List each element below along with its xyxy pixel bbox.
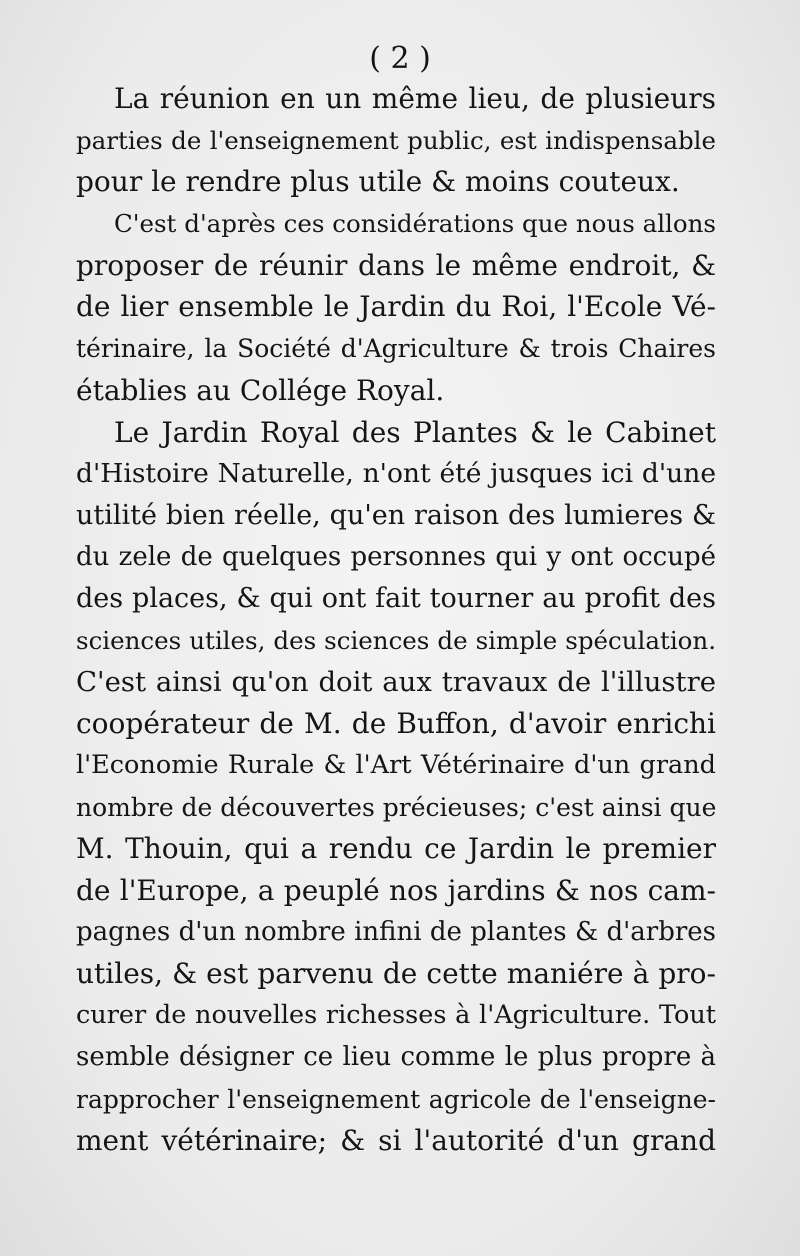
text-line: rapprocher l'enseignement agricole de l'enseigne- <box>76 1084 716 1114</box>
text-line: du zele de quelques personnes qui y ont occupé <box>76 541 716 572</box>
paragraph <box>76 78 716 203</box>
paragraph <box>76 412 716 1162</box>
paragraph <box>76 203 716 411</box>
text-line: de lier ensemble le Jardin du Roi, l'Ecole Vé- <box>76 290 716 324</box>
text-line: C'est d'après ces considérations que nous allons <box>114 209 716 239</box>
text-line: coopérateur de M. de Buffon, d'avoir enrichi <box>76 707 716 741</box>
text-line: sciences utiles, des sciences de simple spéculation. <box>76 625 716 655</box>
text-line: M. Thouin, qui a rendu ce Jardin le premier <box>76 832 716 866</box>
text-line: curer de nouvelles richesses à l'Agriculture. Tout <box>76 1000 716 1031</box>
text-line: des places, & qui ont fait tourner au profit des <box>76 583 716 615</box>
text-line: semble désigner ce lieu comme le plus propre à <box>76 1041 716 1072</box>
text-line: nombre de découvertes précieuses; c'est ainsi que <box>76 792 717 822</box>
text-line: établies au Collége Royal. <box>76 373 445 407</box>
text-line: Le Jardin Royal des Plantes & le Cabinet <box>114 415 716 449</box>
text-line: proposer de réunir dans le même endroit, & <box>76 248 716 282</box>
text-line: l'Economie Rurale & l'Art Vétérinaire d'un grand <box>76 750 716 780</box>
body-text <box>76 78 716 1162</box>
text-line: térinaire, la Société d'Agriculture & trois Chaires <box>76 334 716 364</box>
text-line: parties de l'enseignement public, est indispensable <box>76 125 716 155</box>
text-line: pour le rendre plus utile & moins couteux. <box>76 165 680 199</box>
text-line: C'est ainsi qu'on doit aux travaux de l'illustre <box>76 665 716 698</box>
text-line: d'Histoire Naturelle, n'ont été jusques ici d'une <box>76 458 716 490</box>
text-line: pagnes d'un nombre infini de plantes & d'arbres <box>76 916 716 947</box>
text-line: utiles, & est parvenu de cette maniére à pro- <box>76 957 716 991</box>
text-line: La réunion en un même lieu, de plusieurs <box>114 82 716 115</box>
text-line: de l'Europe, a peuplé nos jardins & nos cam- <box>76 874 716 908</box>
text-line: ment vétérinaire; & si l'autorité d'un grand <box>76 1124 716 1158</box>
page-number: ( 2 ) <box>369 41 431 76</box>
text-line: utilité bien réelle, qu'en raison des lumieres & <box>76 499 716 531</box>
